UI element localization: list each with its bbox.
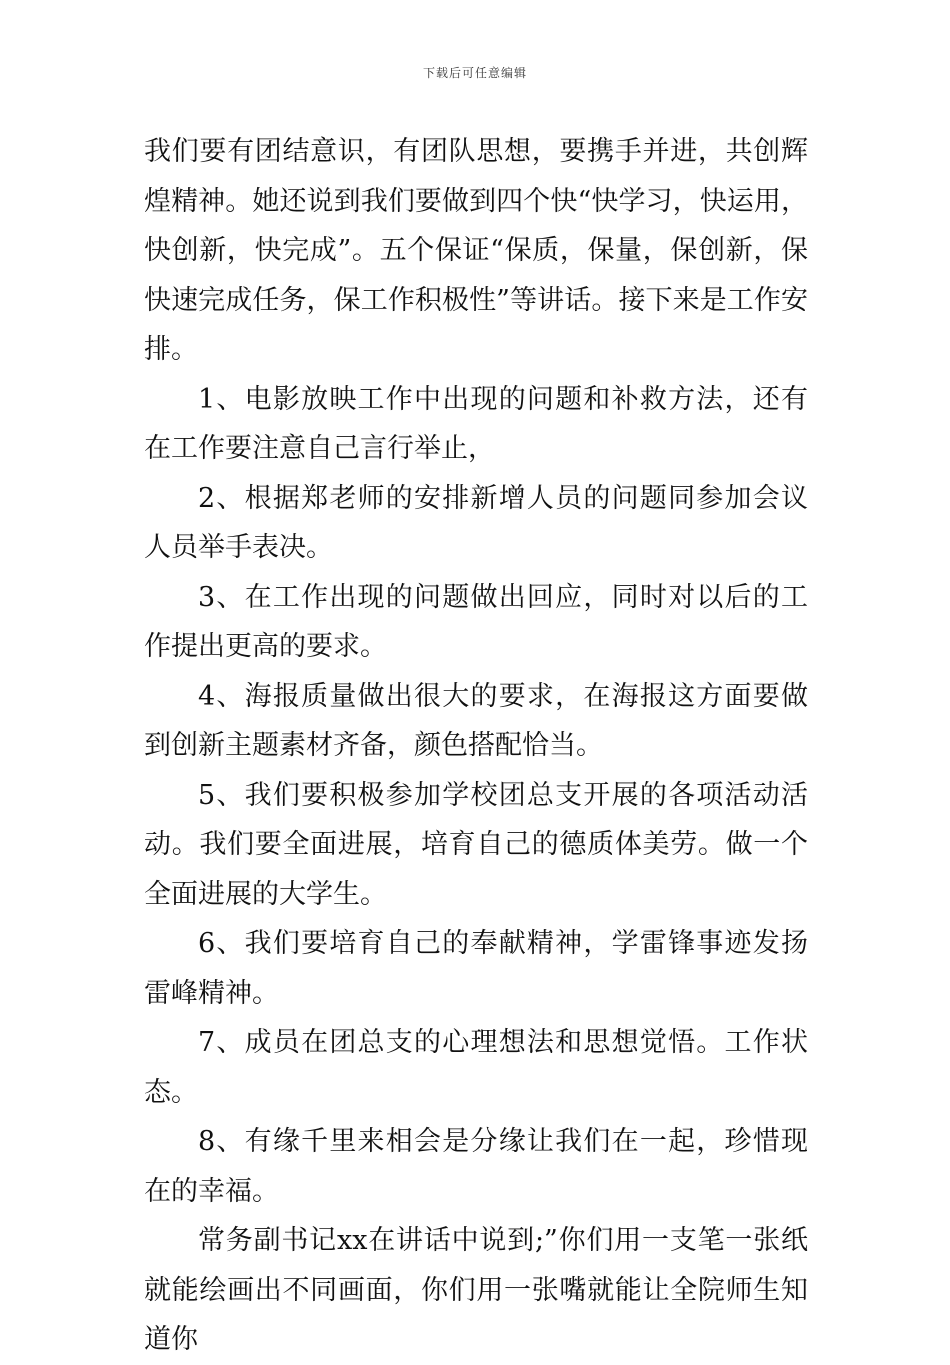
document-body bbox=[144, 127, 808, 1365]
list-item-7: 7、成员在团总支的心理想法和思想觉悟。工作状态。 bbox=[144, 1027, 808, 1108]
paragraph-continuation: 我们要有团结意识，有团队思想，要携手并进，共创辉煌精神。她还说到我们要做到四个快“快学习，快运用，快创新，快完成”。五个保证“保质，保量，保创新，保快速完成任务，保工作积极性”等讲话。接下来是工作安排。 bbox=[144, 136, 808, 365]
list-item-4: 4、海报质量做出很大的要求，在海报这方面要做到创新主题素材齐备，颜色搭配恰当。 bbox=[144, 680, 808, 761]
list-item-1: 1、电影放映工作中出现的问题和补救方法，还有在工作要注意自己言行举止， bbox=[144, 383, 808, 464]
page-header-note: 下载后可任意编辑 bbox=[422, 66, 527, 80]
list-item-3: 3、在工作出现的问题做出回应，同时对以后的工作提出更高的要求。 bbox=[144, 581, 808, 662]
list-item-2: 2、根据郑老师的安排新增人员的问题同参加会议人员举手表决。 bbox=[144, 482, 808, 563]
list-item-6: 6、我们要培育自己的奉献精神，学雷锋事迹发扬雷峰精神。 bbox=[144, 928, 808, 1009]
list-item-8: 8、有缘千里来相会是分缘让我们在一起，珍惜现在的幸福。 bbox=[144, 1126, 808, 1207]
list-item-5: 5、我们要积极参加学校团总支开展的各项活动活动。我们要全面进展，培育自己的德质体美劳。做一个全面进展的大学生。 bbox=[144, 779, 808, 910]
paragraph-speech: 常务副书记xx在讲话中说到;”你们用一支笔一张纸就能绘画出不同画面，你们用一张嘴就能让全院师生知道你 bbox=[144, 1225, 808, 1355]
